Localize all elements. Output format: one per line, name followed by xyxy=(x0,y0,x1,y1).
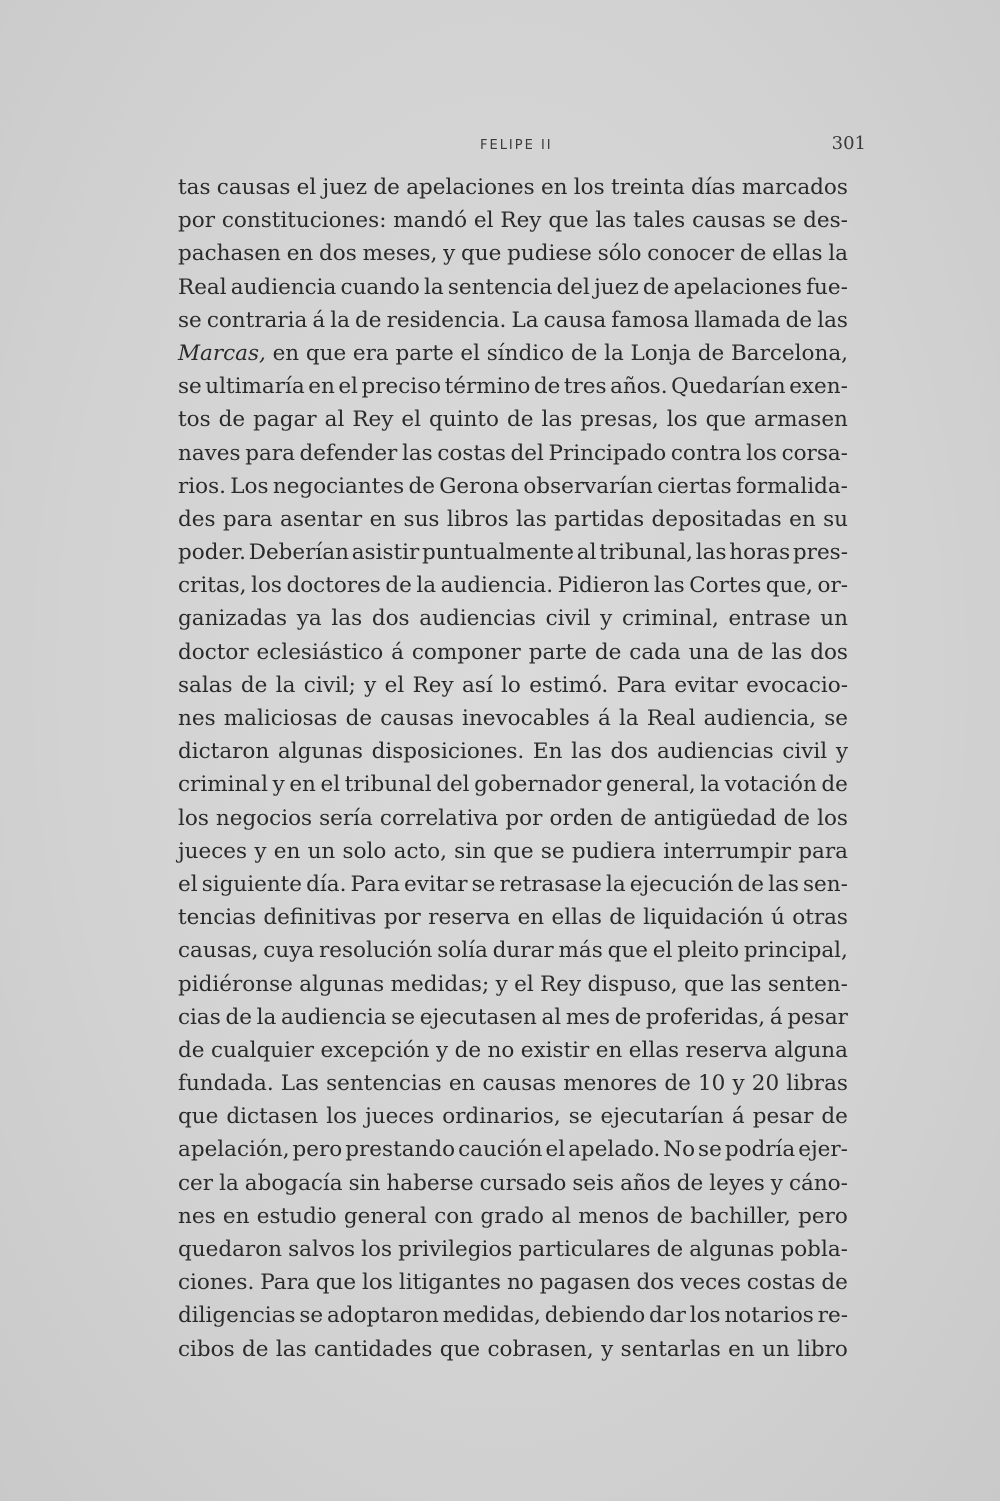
text-line: pachasen en dos meses, y que pudiese sólo conocer de ellas la xyxy=(178,241,848,267)
text-line: nes maliciosas de causas inevocables á la Real audiencia, se xyxy=(178,706,848,731)
text-line: des para asentar en sus libros las partidas depositadas en su xyxy=(178,506,848,532)
text-line: por constituciones: mandó el Rey que las tales causas se des- xyxy=(178,208,848,234)
text-line: diligencias se adoptaron medidas, debiendo dar los notarios re- xyxy=(178,1303,848,1329)
text-line: tencias definitivas por reserva en ellas de liquidación ú otras xyxy=(178,905,848,931)
text-line: se contraria á la de residencia. La causa famosa llamada de las xyxy=(178,307,848,333)
text-line: ganizadas ya las dos audiencias civil y criminal, entrase un xyxy=(178,606,848,632)
text-line: los negocios sería correlativa por orden de antigüedad de los xyxy=(178,805,848,831)
text-line: nes en estudio general con grado al menos de bachiller, pero xyxy=(178,1203,848,1229)
text-line: el siguiente día. Para evitar se retrasase la ejecución de las sen- xyxy=(178,871,848,897)
text-line: quedaron salvos los privilegios particulares de algunas pobla- xyxy=(178,1237,848,1262)
text-line: poder. Deberían asistir puntualmente al tribunal, las horas pres- xyxy=(178,540,848,566)
text-line: cias de la audiencia se ejecutasen al mes de proferidas, á pesar xyxy=(178,1004,848,1030)
page-number: 301 xyxy=(831,133,866,154)
text-line: Real audiencia cuando la sentencia del juez de apelaciones fue- xyxy=(178,274,848,300)
text-line: fundada. Las sentencias en causas menores de 10 y 20 libras xyxy=(178,1071,848,1097)
text-line: naves para defender las costas del Principado contra los corsa- xyxy=(178,440,848,466)
text-line: tas causas el juez de apelaciones en los treinta días marcados xyxy=(178,175,848,200)
text-line: jueces y en un solo acto, sin que se pudiera interrumpir para xyxy=(178,838,848,864)
text-line: que dictasen los jueces ordinarios, se ejecutarían á pesar de xyxy=(178,1104,848,1130)
text-line: cibos de las cantidades que cobrasen, y sentarlas en un libro xyxy=(178,1336,848,1362)
text-line: cer la abogacía sin haberse cursado seis años de leyes y cáno- xyxy=(178,1170,848,1196)
text-line: Marcas, en que era parte el síndico de la Lonja de Barcelona, xyxy=(178,340,848,366)
text-line: dictaron algunas disposiciones. En las dos audiencias civil y xyxy=(178,739,848,765)
text-line: ciones. Para que los litigantes no pagasen dos veces costas de xyxy=(178,1270,848,1296)
text-line: rios. Los negociantes de Gerona observarían ciertas formalida- xyxy=(178,473,848,499)
text-line: salas de la civil; y el Rey así lo estimó. Para evitar evocacio- xyxy=(178,672,848,698)
text-line: causas, cuya resolución solía durar más que el pleito principal, xyxy=(178,938,848,964)
running-title: FELIPE II xyxy=(480,138,553,153)
text-line: tos de pagar al Rey el quinto de las presas, los que armasen xyxy=(178,407,848,433)
body-text xyxy=(178,171,848,1366)
text-line: doctor eclesiástico á componer parte de cada una de las dos xyxy=(178,639,848,665)
text-line: apelación, pero prestando caución el apelado. No se podría ejer- xyxy=(178,1137,848,1163)
text-line: pidiéronse algunas medidas; y el Rey dispuso, que las senten- xyxy=(178,971,848,997)
text-line: critas, los doctores de la audiencia. Pidieron las Cortes que, or- xyxy=(178,573,848,599)
text-line: de cualquier excepción y de no existir en ellas reserva alguna xyxy=(178,1037,848,1063)
text-line: criminal y en el tribunal del gobernador general, la votación de xyxy=(178,772,848,798)
text-line: se ultimaría en el preciso término de tres años. Quedarían exen- xyxy=(178,374,848,400)
